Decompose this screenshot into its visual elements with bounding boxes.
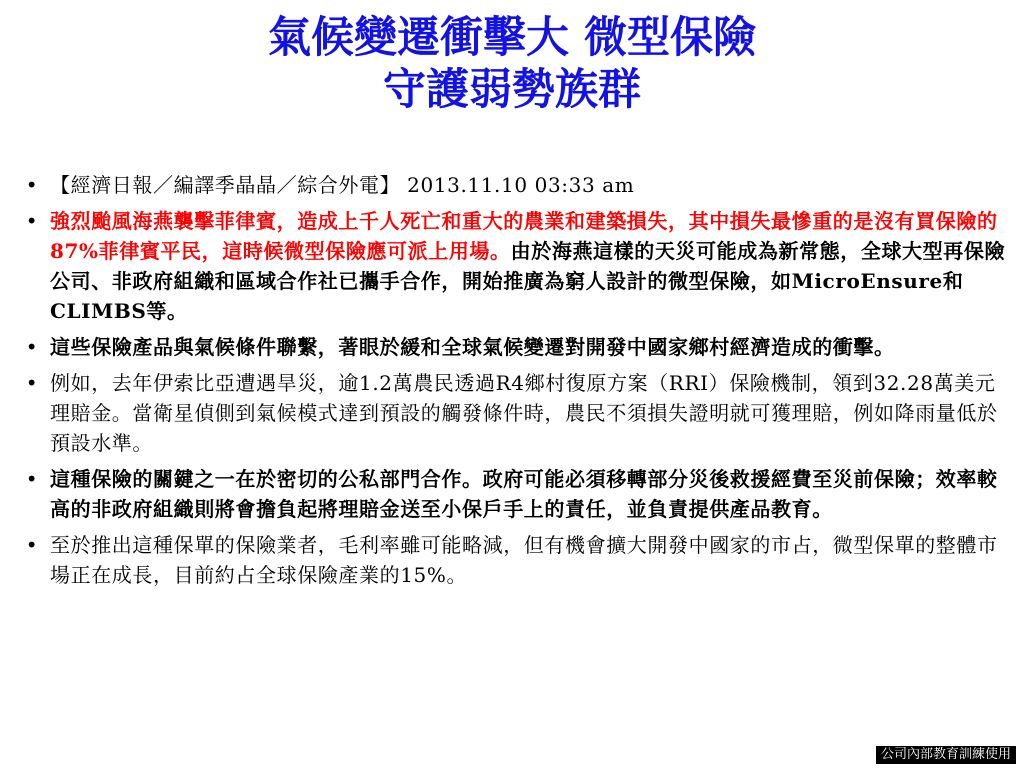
bullet-item-ethiopia — [18, 368, 1008, 458]
slide-title — [0, 12, 1024, 116]
bullet-item-haiyan — [18, 206, 1008, 326]
bullet-dot-icon: • — [25, 335, 39, 359]
bullet-list — [18, 170, 1008, 596]
bullet-dot-icon: • — [25, 467, 39, 491]
bullet-text: 這些保險產品與氣候條件聯繫，著眼於緩和全球氣候變遷對開發中國家鄉村經濟造成的衝擊。 — [50, 335, 895, 359]
bullet-dot-icon: • — [25, 173, 39, 197]
bullet-item-cooperation — [18, 464, 1008, 524]
bullet-item-climate-link — [18, 332, 1008, 362]
bullet-item-market — [18, 530, 1008, 590]
bullet-highlight-text: 強烈颱風海燕襲擊菲律賓，造成上千人死亡和重大的農業和建築損失，其中損失最慘重的是沒有買保險的87%菲律賓平民，這時候微型保險應可派上用場。 — [50, 209, 998, 263]
bullet-text: 【經濟日報／編譯季晶晶／綜合外電】 2013.11.10 03:33 am — [50, 173, 635, 197]
bullet-dot-icon: • — [25, 209, 39, 233]
bullet-text: 至於推出這種保單的保險業者，毛利率雖可能略減，但有機會擴大開發中國家的市占，微型保單的整體市場正在成長，目前約占全球保險產業的15%。 — [50, 533, 998, 587]
bullet-text: 例如，去年伊索比亞遭遇旱災，逾1.2萬農民透過R4鄉村復原方案（RRI）保險機制，領到32.28萬美元理賠金。當衛星偵側到氣候模式達到預設的觸發條件時，農民不須損失證明就可獲理賠，例如降雨量低於預設水準。 — [50, 371, 998, 455]
bullet-text: 這種保險的關鍵之一在於密切的公私部門合作。政府可能必須移轉部分災後救援經費至災前保險；效率較高的非政府組織則將會擔負起將理賠金送至小保戶手上的責任，並負責提供產品教育。 — [50, 467, 998, 521]
bullet-dot-icon: • — [25, 371, 39, 395]
slide-title-line-1: 氣候變遷衝擊大 微型保險 — [268, 13, 756, 63]
bullet-item-source — [18, 170, 1008, 200]
footer-usage-badge: 公司內部教育訓練使用 — [876, 746, 1016, 764]
bullet-dot-icon: • — [25, 533, 39, 557]
bullet-bold-text: 由於海燕這樣的天災可能成為新常態，全球大型再保險公司、非政府組織和區域合作社已攜手合作，開始推廣為窮人設計的微型保險，如MicroEnsure和CLIMBS等。 — [50, 239, 1006, 323]
slide-title-line-2: 守護弱勢族群 — [383, 65, 641, 115]
